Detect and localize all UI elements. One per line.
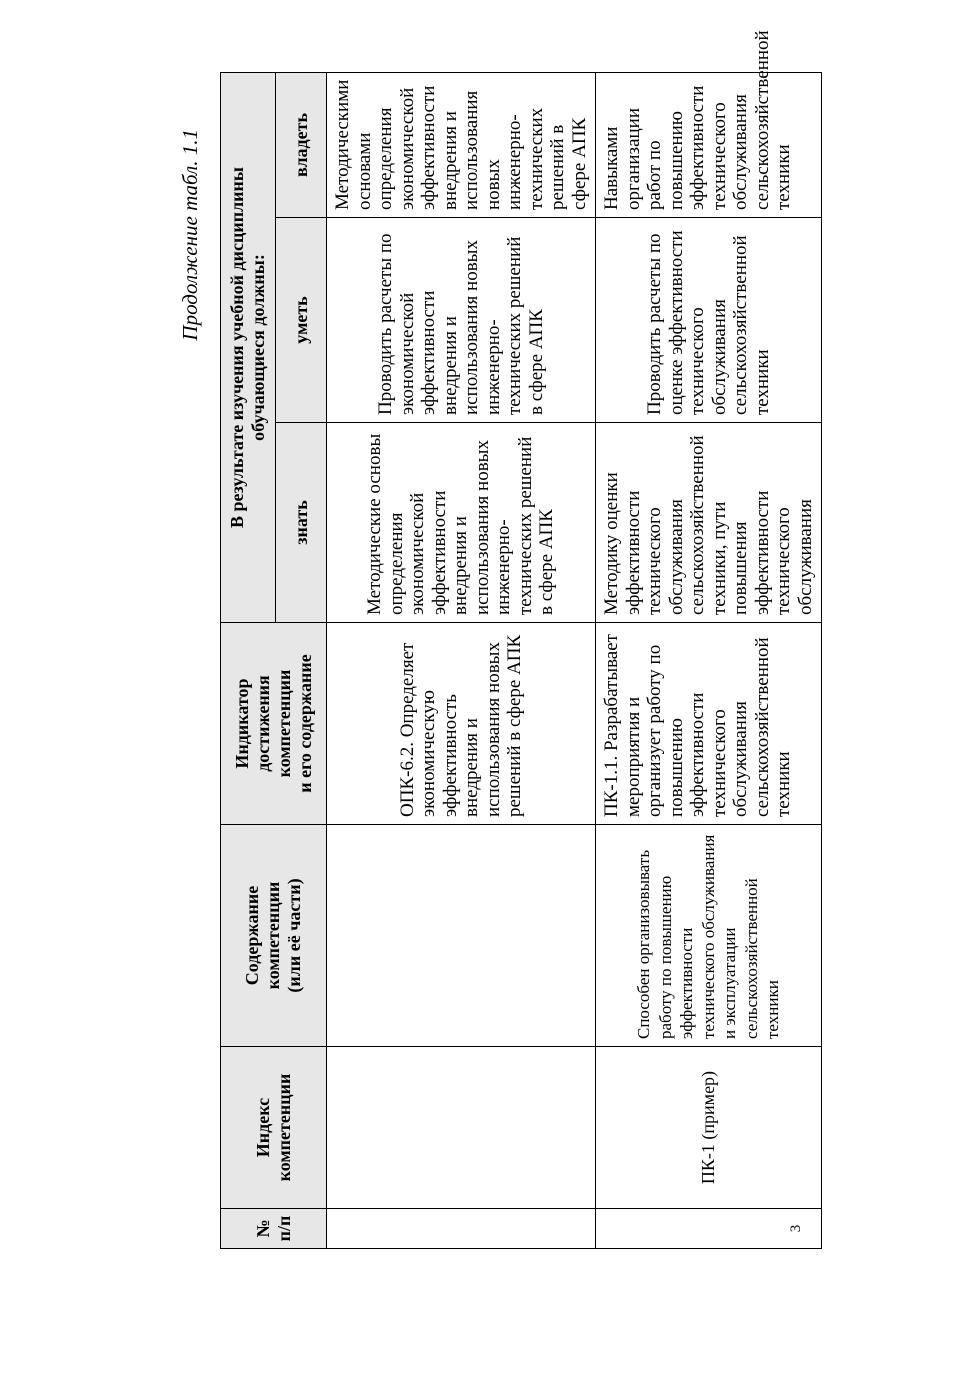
header-indicator: Индикатор достижения компетенции и его содержание	[221, 623, 327, 825]
header-own: владеть	[276, 73, 327, 218]
header-row-1	[221, 73, 276, 1249]
header-results: В результате изучения учебной дисциплины обучающиеся должны:	[221, 73, 276, 623]
row-content: Способен организовывать работу по повышению эффективности технического обслуживания и эксплуатации сельскохозяйственной техники	[596, 825, 822, 1047]
row-num: 3	[596, 1209, 822, 1249]
row-know: Методические основы определения экономической эффективности внедрения и использования новых инженерно-технических решений в сфере АПК	[327, 423, 596, 623]
table-caption: Продолжение табл. 1.1	[178, 129, 202, 341]
header-index: Индекс компетенции	[221, 1047, 327, 1209]
header-num: № п/п	[221, 1209, 327, 1249]
row-index	[327, 1047, 596, 1209]
header-content: Содержание компетенции (или её части)	[221, 825, 327, 1047]
row-know: Методику оценки эффективности технического обслуживания сельскохозяйственной техники, пути повышения эффективности технического обслуживания	[596, 423, 822, 623]
row-index: ПК-1 (пример)	[596, 1047, 822, 1209]
header-know: знать	[276, 423, 327, 623]
row-indicator: ОПК-6.2. Определяет экономическую эффективность внедрения и использования новых решений в сфере АПК	[327, 623, 596, 825]
row-can: Проводить расчеты по экономической эффективности внедрения и использования новых инженерно-технических решений в сфере АПК	[327, 218, 596, 423]
row-indicator: ПК-1.1. Разрабатывает мероприятия и организует работу по повышению эффективности технического обслуживания сельскохозяйственной техники	[596, 623, 822, 825]
table-row	[596, 73, 822, 1249]
table-row	[327, 73, 596, 1249]
competence-table	[220, 30, 822, 1249]
row-can: Проводить расчеты по оценке эффективности технического обслуживания сельскохозяйственной техники	[596, 218, 822, 423]
rotated-page	[170, 30, 816, 1313]
row-own: Навыками организации работ по повышению эффективности технического обслуживания сельскохозяйственной техники	[596, 73, 822, 218]
row-own: Методическими основами определения экономической эффективности внедрения и использования новых инженерно-технических решений в сфере АПК	[327, 73, 596, 218]
row-num	[327, 1209, 596, 1249]
header-can: уметь	[276, 218, 327, 423]
row-content	[327, 825, 596, 1047]
